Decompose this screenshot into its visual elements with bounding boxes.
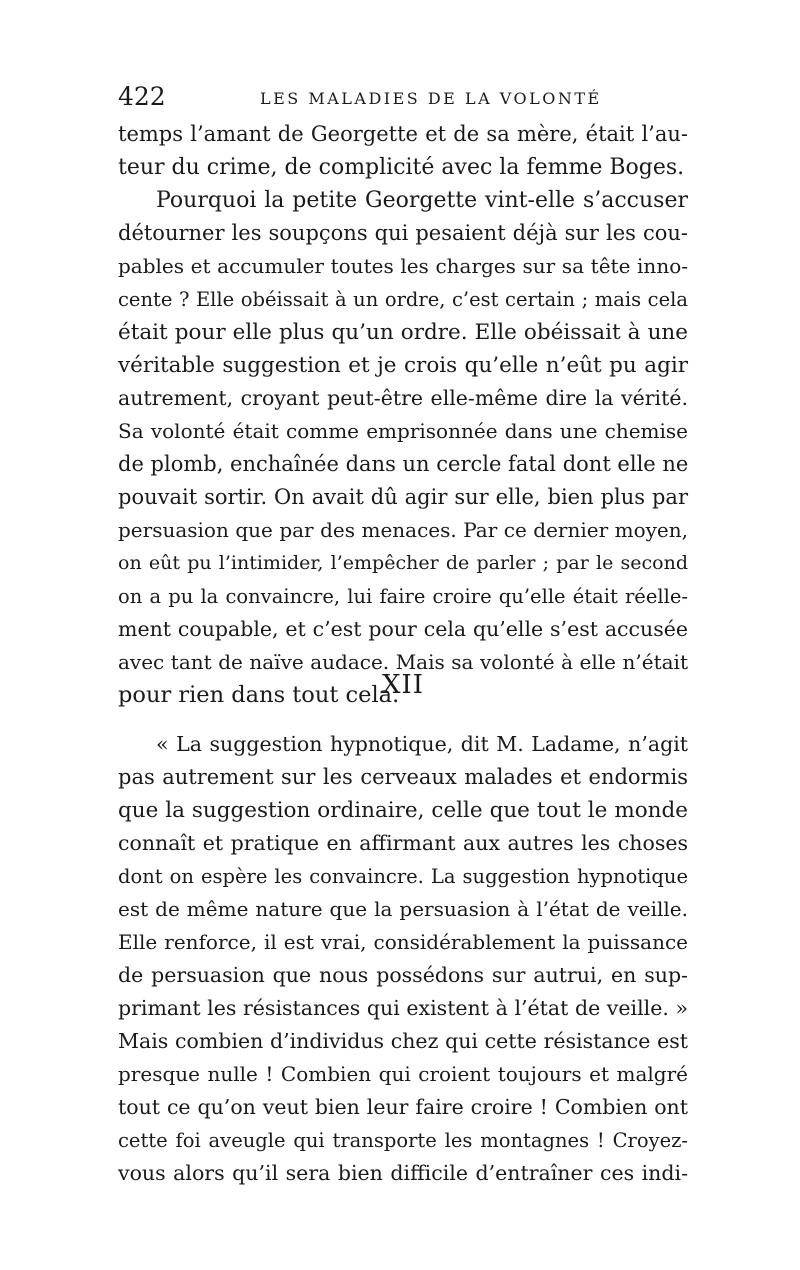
text-line: persuasion que par des menaces. Par ce dernier moyen, xyxy=(118,518,688,542)
text-line: cente ? Elle obéissait à un ordre, c’est certain ; mais cela xyxy=(118,288,688,311)
running-title: LES MALADIES DE LA VOLONTÉ xyxy=(260,89,602,108)
text-line: presque nulle ! Combien qui croient toujours et malgré xyxy=(118,1062,688,1086)
text-line: que la suggestion ordinaire, celle que tout le monde xyxy=(118,798,688,823)
text-line: dont on espère les convaincre. La suggestion hypnotique xyxy=(118,865,688,888)
text-line: était pour elle plus qu’un ordre. Elle obéissait à une xyxy=(118,320,688,345)
text-line: on a pu la convaincre, lui faire croire qu’elle était réelle- xyxy=(118,585,688,608)
text-line: de plomb, enchaînée dans un cercle fatal dont elle ne xyxy=(118,452,689,476)
paragraph-first-line: « La suggestion hypnotique, dit M. Ladame, n’agit xyxy=(156,732,688,756)
text-line: Sa volonté était comme emprisonnée dans une chemise xyxy=(118,419,688,443)
section-heading: XII xyxy=(381,670,425,700)
running-head xyxy=(118,82,688,122)
text-line: vous alors qu’il sera bien difficile d’entraîner ces indi- xyxy=(118,1161,688,1185)
text-line: détourner les soupçons qui pesaient déjà sur les cou- xyxy=(118,221,688,245)
text-line: est de même nature que la persuasion à l’état de veille. xyxy=(118,897,688,921)
text-line: avec tant de naïve audace. Mais sa volonté à elle n’était xyxy=(118,650,688,674)
text-line: connaît et pratique en affirmant aux autres les choses xyxy=(118,831,688,855)
text-line: autrement, croyant peut-être elle-même dire la vérité. xyxy=(118,386,688,410)
text-line: temps l’amant de Georgette et de sa mère, était l’au- xyxy=(118,122,688,146)
text-line: pouvait sortir. On avait dû agir sur elle, bien plus par xyxy=(118,485,688,509)
text-line: primant les résistances qui existent à l’état de veille. » xyxy=(118,996,688,1020)
text-line: Elle renforce, il est vrai, considérablement la puissance xyxy=(118,930,688,954)
page-number: 422 xyxy=(118,82,166,111)
text-line: ment coupable, et c’est pour cela qu’elle s’est accusée xyxy=(118,617,688,641)
text-line: pour rien dans tout cela. xyxy=(118,682,400,708)
text-line: Mais combien d’individus chez qui cette résistance est xyxy=(118,1029,688,1053)
text-line: teur du crime, de complicité avec la femme Boges. xyxy=(118,155,685,180)
text-line: on eût pu l’intimider, l’empêcher de parler ; par le second xyxy=(118,552,688,574)
text-line: tout ce qu’on veut bien leur faire croire ! Combien ont xyxy=(118,1095,688,1119)
text-line: de persuasion que nous possédons sur autrui, en sup- xyxy=(118,963,688,987)
text-line: véritable suggestion et je crois qu’elle n’eût pu agir xyxy=(118,353,688,378)
text-line: cette foi aveugle qui transporte les montagnes ! Croyez- xyxy=(118,1129,688,1152)
text-line: pas autrement sur les cerveaux malades et endormis xyxy=(118,765,688,789)
text-line: pables et accumuler toutes les charges sur sa tête inno- xyxy=(118,254,688,278)
paragraph-first-line: Pourquoi la petite Georgette vint-elle s’accuser xyxy=(156,188,688,213)
